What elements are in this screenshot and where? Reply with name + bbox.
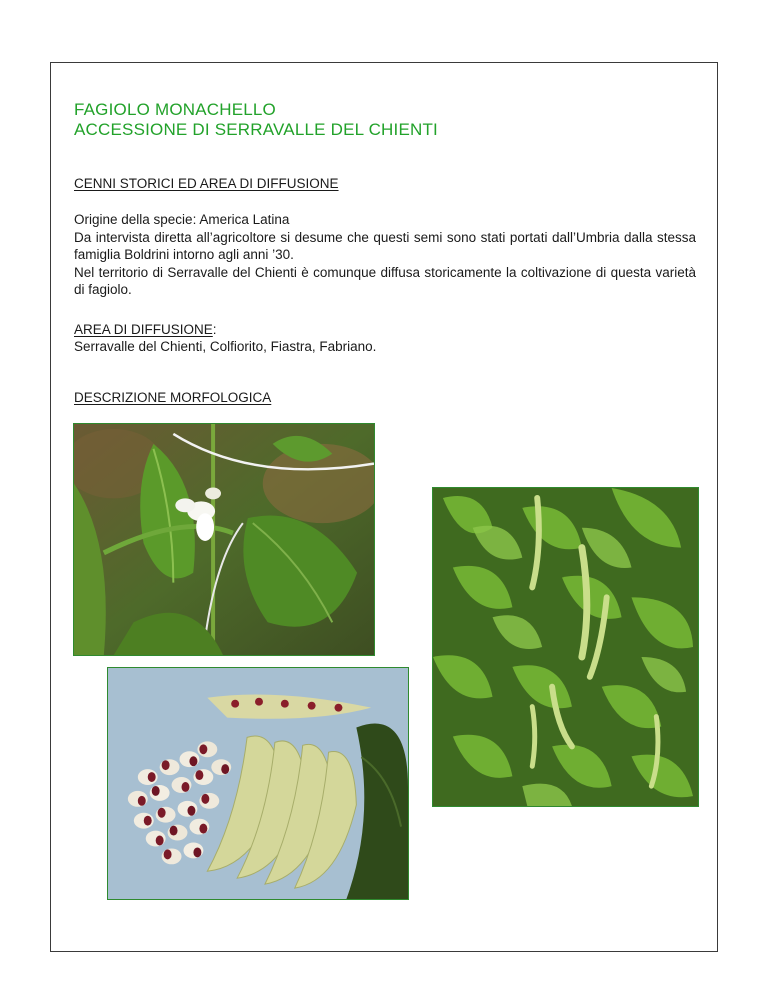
history-line-interview: Da intervista diretta all’agricoltore si desume che questi semi sono stati portati dall’Umbria dalla stessa famiglia Boldrini intorno agli anni ’30.	[74, 229, 696, 262]
title-line-2: ACCESSIONE DI SERRAVALLE DEL CHIENTI	[74, 120, 438, 139]
history-line-territory: Nel territorio di Serravalle del Chienti è comunque diffusa storicamente la coltivazione di questa varietà di fagiolo.	[74, 264, 696, 297]
area-section-colon: :	[212, 321, 217, 337]
area-section	[74, 321, 696, 356]
document-content	[74, 100, 696, 405]
bean-flower-photo	[73, 423, 375, 656]
morphology-section-heading: DESCRIZIONE MORFOLOGICA	[74, 389, 272, 405]
history-section-heading: CENNI STORICI ED AREA DI DIFFUSIONE	[74, 176, 339, 191]
area-section-label: AREA DI DIFFUSIONE	[74, 321, 213, 337]
history-line-origin: Origine della specie: America Latina	[74, 212, 290, 227]
area-section-text: Serravalle del Chienti, Colfiorito, Fiastra, Fabriano.	[74, 339, 377, 354]
title-line-1: FAGIOLO MONACHELLO	[74, 100, 276, 119]
bean-plants-photo	[432, 487, 699, 807]
bean-pods-seeds-photo	[107, 667, 409, 900]
history-paragraph	[74, 211, 696, 299]
